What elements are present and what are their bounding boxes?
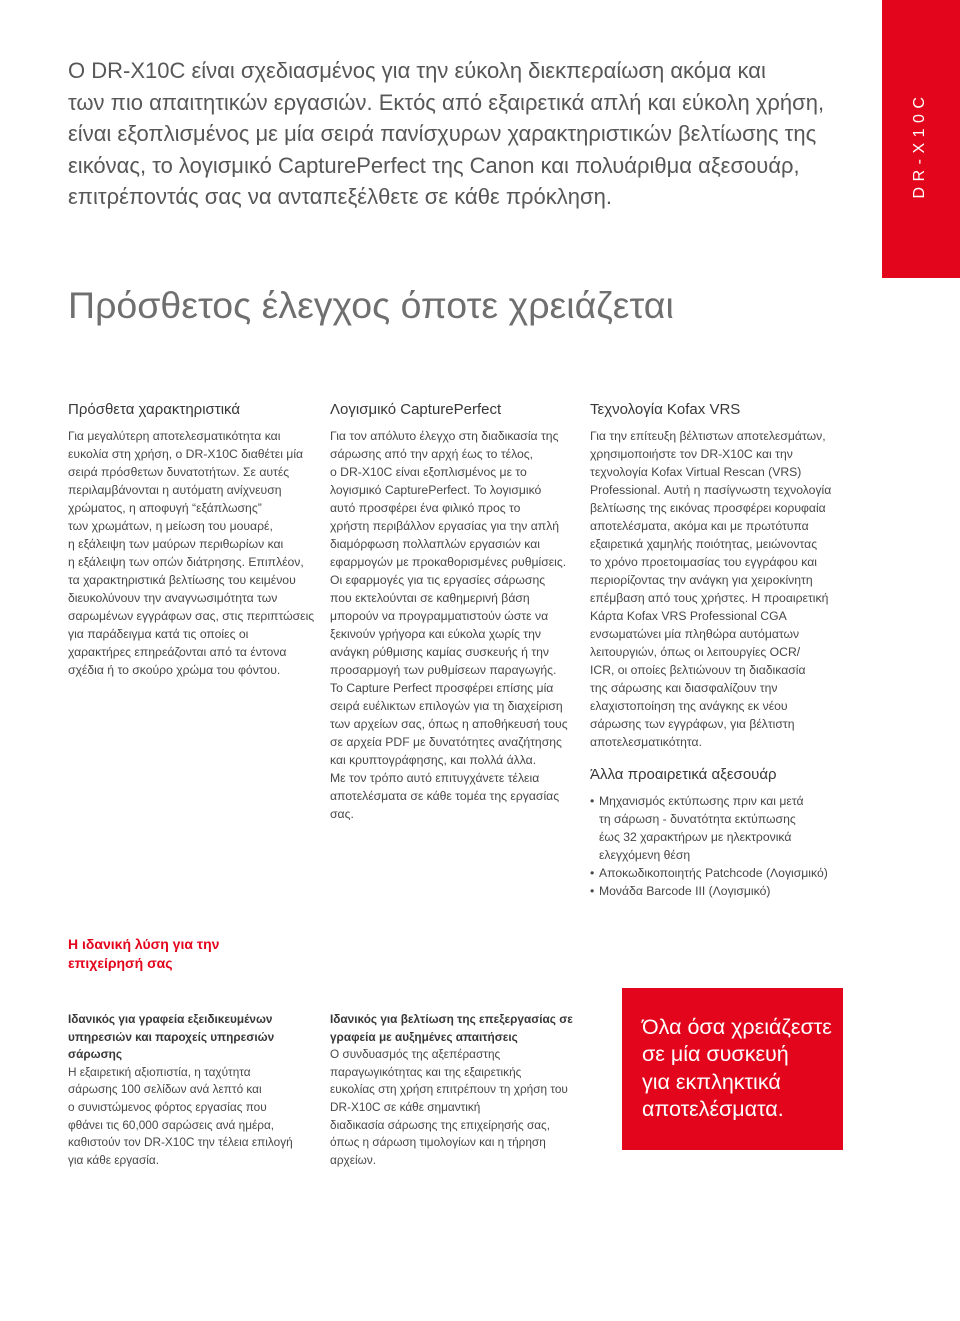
solution-body-line: ευκολίας στη χρήση επιτρέπουν τη χρήση του (330, 1082, 568, 1097)
solution-heading-line: Ιδανικός για γραφεία εξειδικευμένων (68, 1012, 273, 1026)
body-line: λογισμικό CapturePerfect. Το λογισμικό (330, 483, 542, 497)
body-line: αποτελεσματικότητα. (590, 735, 702, 749)
body-line: αυτό προσφέρει ένα φιλικό προς το (330, 501, 521, 515)
body-line: σας. (330, 807, 354, 821)
body-line: η εξάλειψη των μαύρων περιθωρίων και (68, 537, 284, 551)
body-line: βελτίωσης της εικόνας προσφέρει κορυφαία (590, 501, 826, 515)
solution-body-line: DR-X10C σε κάθε σημαντική (330, 1099, 481, 1114)
body-line: προσαρμογή των ρυθμίσεων παραγωγής. (330, 663, 557, 677)
intro-line: είναι εξοπλισμένος με μία σειρά πανίσχυρων χαρακτηριστικών βελτίωσης της (68, 121, 817, 146)
callout-line: Όλα όσα χρειάζεστε (642, 1015, 832, 1039)
solution-body-line: ο συνιστώμενος φόρτος εργασίας που (68, 1099, 267, 1114)
body-line: για παράδειγμα κατά τις οποίες οι (68, 627, 249, 641)
callout-line: σε μία συσκευή (642, 1042, 789, 1067)
accessory-line: τη σάρωση - δυνατότητα εκτύπωσης (599, 812, 796, 826)
body-line: το χρόνο προετοιμασίας του εγγράφου και (590, 555, 817, 569)
body-line: περιλαμβάνονται η αυτόματη ανίχνευση (68, 483, 282, 497)
body-line: Οι εφαρμογές για τις εργασίες σάρωσης (330, 573, 546, 587)
column-body (68, 427, 314, 679)
body-line: αποτελέσματα σε κάθε τομέα της εργασίας (330, 789, 560, 803)
intro-line: Ο DR-X10C είναι σχεδιασμένος για την εύκολη διεκπεραίωση ακόμα και (68, 58, 766, 83)
intro-line: εικόνας, το λογισμικό CapturePerfect της Canon και πολυάριθμα αξεσουάρ, (68, 152, 800, 178)
solution-body-line: Η εξαιρετική αξιοπιστία, η ταχύτητα (68, 1064, 251, 1079)
body-line: σειρά ευέλικτων επιλογών για τη διαχείριση (330, 699, 563, 713)
accessory-line: • Μηχανισμός εκτύπωσης πριν και μετά (599, 794, 804, 808)
body-line: ICR, οι οποίες βελτιώνουν τη διαδικασία (590, 663, 806, 677)
body-line: τεχνολογία Kofax Virtual Rescan (VRS) (590, 465, 802, 479)
accessory-line: • Μονάδα Barcode III (Λογισμικό) (599, 884, 771, 898)
solution-heading-line: υπηρεσιών και παροχείς υπηρεσιών (68, 1029, 275, 1044)
body-line: ελαχιστοποίηση της ανάγκης εκ νέου (590, 699, 788, 713)
accessories-title: Άλλα προαιρετικά αξεσουάρ (590, 766, 777, 783)
body-line: σάρωσης από την αρχή έως το τέλος, (330, 447, 534, 461)
body-line: ξεκινούν γρήγορα και εύκολα χωρίς την (330, 627, 541, 641)
body-line: επέμβαση από τους χρήστες. Η προαιρετική (590, 591, 829, 605)
accessory-line: ελεγχόμενη θέση (599, 848, 691, 862)
accessory-line: • Αποκωδικοποιητής Patchcode (Λογισμικό) (599, 866, 828, 880)
body-line: αποτελέσματα, ακόμα και με πρωτότυπα (590, 519, 809, 533)
solution-heading (330, 1011, 573, 1046)
solution-heading-line: Ιδανικός για βελτίωση της επεξεργασίας σε (330, 1012, 573, 1026)
solution-body-line: Ο συνδυασμός της αξεπέραστης (330, 1047, 501, 1062)
solution-heading-line: γραφεία με αυξημένες απαιτήσεις (330, 1029, 518, 1044)
section-title: Πρόσθετος έλεγχος όποτε χρειάζεται (68, 284, 674, 326)
accessory-item (590, 882, 831, 900)
body-line: εφαρμογών με προκαθορισμένες ρυθμίσεις. (330, 555, 567, 569)
solution-body-line: αρχείων. (330, 1152, 376, 1167)
body-line: ενσωματώνει μία πληθώρα αυτόματων (590, 627, 800, 641)
body-line: και κρυπτογράφησης, και πολλά άλλα. (330, 753, 537, 767)
body-line: της σάρωσης και διασφαλίζουν την (590, 681, 778, 695)
column-title: Λογισμικό CapturePerfect (330, 401, 502, 418)
body-line: σάρωσης των εγγράφων, για βέλτιστη (590, 717, 795, 731)
body-line: ανάγκη ρύθμισης καμίας συσκευής ή την (330, 645, 550, 659)
body-line: σε αρχεία PDF με δυνατότητες αναζήτησης (330, 735, 562, 749)
solution-column-demanding-offices (330, 1011, 573, 1169)
solution-body-line: όπως η σάρωση τιμολογίων και η τήρηση (330, 1135, 546, 1150)
solution-body-line: φθάνει τις 60,000 σαρώσεις ανά ημέρα, (68, 1117, 275, 1132)
body-line: Με τον τρόπο αυτό επιτυγχάνετε τέλεια (330, 771, 540, 785)
callout-box (622, 988, 843, 1150)
body-line: τα χαρακτηριστικά βελτίωσης του κειμένου (68, 573, 296, 587)
solution-heading (68, 1011, 293, 1064)
body-line: σχέδια ή το σκούρο χρώμα του φόντου. (68, 663, 281, 677)
body-line: διευκολύνουν την αναγνωσιμότητα των (68, 591, 278, 605)
intro-paragraph (68, 55, 824, 213)
column-body (590, 427, 831, 751)
body-line: χαρακτήρες επηρεάζονται από τα έντονα (68, 645, 287, 659)
solution-body-line: σάρωσης 100 σελίδων ανά λεπτό και (68, 1082, 262, 1097)
accessory-item (590, 792, 831, 864)
accessory-line: έως 32 χαρακτήρων με ηλεκτρονικά (599, 830, 792, 844)
body-line: περιορίζοντας την ανάγκη για χειροκίνητη (590, 573, 813, 587)
column-title: Τεχνολογία Kofax VRS (590, 401, 741, 418)
feature-column-extra-features (68, 400, 314, 679)
body-line: η εξάλειψη των οπών διάτρησης. Επιπλέον, (68, 555, 304, 569)
body-line: των αρχείων σας, όπως η αποθήκευσή τους (330, 717, 568, 731)
solution-column-service-bureaus (68, 1011, 293, 1169)
body-line: Για τον απόλυτο έλεγχο στη διαδικασία της (330, 429, 559, 443)
solution-body-line: καθιστούν τον DR-X10C την τέλεια επιλογή (68, 1135, 293, 1150)
callout-line: για εκπληκτικά (642, 1069, 781, 1094)
feature-column-captureperfect (330, 400, 568, 823)
body-line: σειρά πρόσθετων δυνατοτήτων. Σε αυτές (68, 465, 290, 479)
column-body (330, 427, 568, 823)
feature-column-kofax-vrs (590, 400, 831, 900)
solution-body-line: για κάθε εργασία. (68, 1152, 159, 1167)
body-line: Κάρτα Kofax VRS Professional CGA (590, 609, 787, 623)
accessories-list (590, 792, 831, 900)
column-title: Πρόσθετα χαρακτηριστικά (68, 401, 241, 418)
solution-title-line: Η ιδανική λύση για την (68, 936, 220, 952)
solution-body-line: παραγωγικότητας και της εξαιρετικής (330, 1064, 522, 1079)
callout-line: αποτελέσματα. (642, 1096, 784, 1121)
side-tab-label: DR-X10C (911, 91, 928, 199)
body-line: χρήστη περιβάλλον εργασίας για την απλή (330, 519, 560, 533)
body-line: Για την επίτευξη βέλτιστων αποτελεσμάτων, (590, 429, 826, 443)
solution-body-line: διαδικασία σάρωσης της επιχείρησής σας, (330, 1117, 551, 1132)
body-line: ευκολία στη χρήση, ο DR-X10C διαθέτει μία (68, 447, 304, 461)
side-tab (882, 0, 960, 278)
body-line: Το Capture Perfect προσφέρει επίσης μία (330, 681, 554, 695)
body-line: χρώματος, η αποφυγή “εξάπλωσης” (68, 501, 262, 515)
solution-title (68, 935, 219, 973)
body-line: χρησιμοποιήστε τον DR-X10C και την (590, 447, 793, 461)
body-line: λειτουργιών, όπως οι λειτουργίες OCR/ (590, 645, 801, 659)
solution-heading-line: σάρωσης (68, 1047, 122, 1062)
body-line: ο DR-X10C είναι εξοπλισμένος με το (330, 465, 527, 479)
intro-line: των πιο απαιτητικών εργασιών. Εκτός από εξαιρετικά απλή και εύκολη χρήση, (68, 89, 825, 115)
body-line: εξαιρετικά χαμηλής ποιότητας, μειώνοντας (590, 537, 818, 551)
body-line: που εκτελούνται σε καθημερινή βάση (330, 591, 530, 605)
accessory-item (590, 864, 831, 882)
solution-title-line: επιχείρησή σας (68, 955, 173, 971)
body-line: διαμόρφωση πολλαπλών εργασιών και (330, 537, 540, 551)
body-line: των χρωμάτων, η μείωση του μουαρέ, (68, 519, 273, 533)
intro-line: επιτρέποντάς σας να ανταπεξέλθετε σε κάθε πρόκληση. (68, 184, 612, 209)
body-line: Professional. Αυτή η πασίγνωστη τεχνολογία (590, 483, 832, 497)
body-line: σαρωμένων εγγράφων σας, στις περιπτώσεις (68, 609, 315, 623)
body-line: Για μεγαλύτερη αποτελεσματικότητα και (68, 429, 281, 443)
body-line: μπορούν να προγραμματιστούν ώστε να (330, 609, 549, 623)
